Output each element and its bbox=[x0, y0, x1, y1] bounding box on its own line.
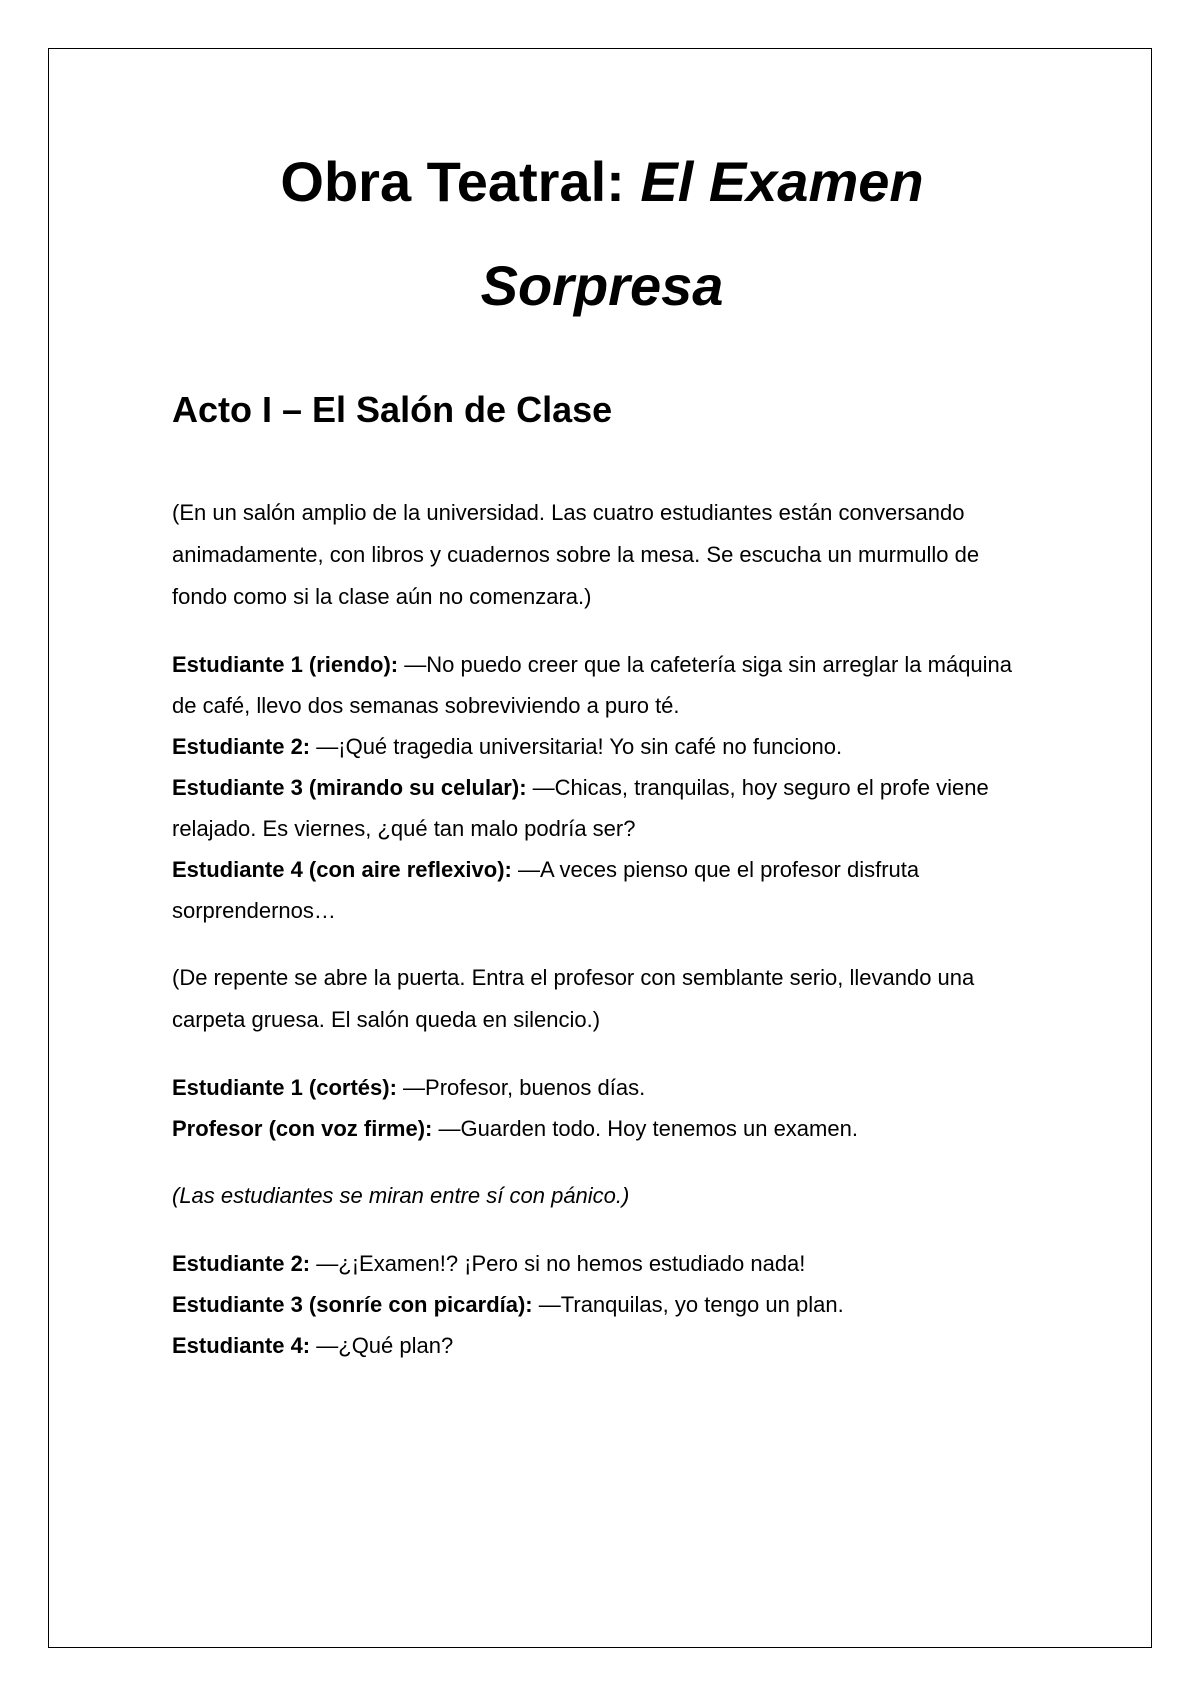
dialogue-text: —No puedo creer que la cafetería siga sin arreglar la máquina de café, llevo dos semanas sobreviviendo a puro té. bbox=[172, 652, 1013, 718]
speaker-name: Estudiante 2: bbox=[172, 734, 311, 759]
dialogue-block-3 bbox=[172, 1243, 1032, 1366]
dialogue-text: —Chicas, tranquilas, hoy seguro el profe viene relajado. Es viernes, ¿qué tan malo podría ser? bbox=[172, 775, 989, 841]
act-heading: Acto I – El Salón de Clase bbox=[172, 389, 613, 430]
dialogue-line bbox=[172, 849, 1032, 931]
speaker-name: Estudiante 1 (riendo): bbox=[172, 652, 399, 677]
dialogue-line bbox=[172, 1243, 1032, 1284]
dialogue-line bbox=[172, 1325, 1032, 1366]
title-prefix: Obra Teatral: bbox=[280, 150, 641, 213]
speaker-name: Estudiante 3 (sonríe con picardía): bbox=[172, 1292, 533, 1317]
speaker-name: Estudiante 1 (cortés): bbox=[172, 1075, 397, 1100]
speaker-name: Profesor (con voz firme): bbox=[172, 1116, 433, 1141]
stage-direction: (En un salón amplio de la universidad. Las cuatro estudiantes están conversando animadamente, con libros y cuadernos sobre la mesa. Se escucha un murmullo de fondo como si la clase aún no comenzara.) bbox=[172, 500, 980, 609]
dialogue-line bbox=[172, 644, 1032, 726]
dialogue-line bbox=[172, 1108, 1032, 1149]
stage-direction: (De repente se abre la puerta. Entra el profesor con semblante serio, llevando una carpeta gruesa. El salón queda en silencio.) bbox=[172, 965, 975, 1032]
speaker-name: Estudiante 2: bbox=[172, 1251, 311, 1276]
speaker-name: Estudiante 4: bbox=[172, 1333, 311, 1358]
speaker-name: Estudiante 4 (con aire reflexivo): bbox=[172, 857, 512, 882]
dialogue-line bbox=[172, 726, 1032, 767]
dialogue-text: —A veces pienso que el profesor disfruta sorprendernos… bbox=[172, 857, 920, 923]
dialogue-text: —Guarden todo. Hoy tenemos un examen. bbox=[432, 1116, 858, 1141]
document-body bbox=[172, 130, 1032, 1366]
speaker-name: Estudiante 3 (mirando su celular): bbox=[172, 775, 527, 800]
dialogue-text: —¿¡Examen!? ¡Pero si no hemos estudiado nada! bbox=[310, 1251, 806, 1276]
dialogue-text: —¿Qué plan? bbox=[310, 1333, 454, 1358]
dialogue-text: —¡Qué tragedia universitaria! Yo sin café no funciono. bbox=[310, 734, 843, 759]
dialogue-line bbox=[172, 767, 1032, 849]
dialogue-text: —Profesor, buenos días. bbox=[396, 1075, 646, 1100]
dialogue-line bbox=[172, 1284, 1032, 1325]
title-italic: El Examen Sorpresa bbox=[480, 150, 924, 317]
dialogue-block-1 bbox=[172, 644, 1032, 931]
page-title bbox=[172, 130, 1032, 338]
dialogue-line bbox=[172, 1067, 1032, 1108]
dialogue-block-2 bbox=[172, 1067, 1032, 1149]
stage-direction-italic: (Las estudiantes se miran entre sí con pánico.) bbox=[172, 1183, 630, 1208]
dialogue-text: —Tranquilas, yo tengo un plan. bbox=[532, 1292, 844, 1317]
